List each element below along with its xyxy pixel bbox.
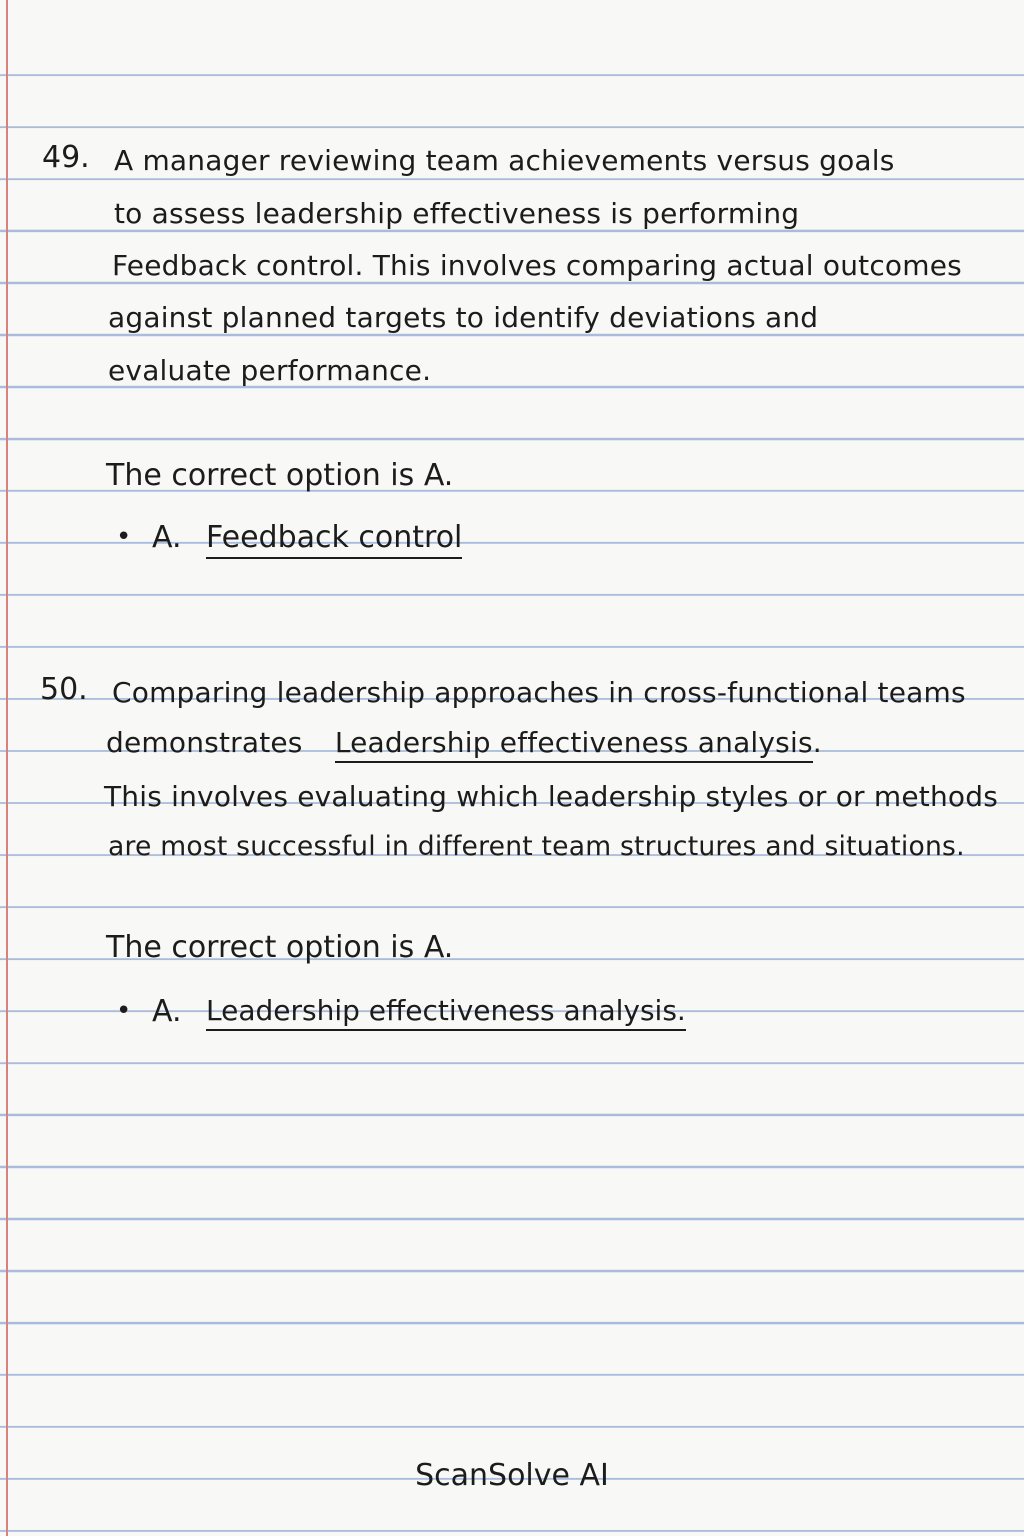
question-line: Feedback control. This involves comparing actual outcomes — [112, 249, 962, 282]
question-number: 50. — [40, 672, 88, 707]
question-number: 49. — [42, 140, 90, 175]
answer-option: Feedback control — [206, 520, 462, 559]
bullet-icon: • — [116, 522, 132, 552]
line-prefix: demonstrates — [106, 726, 303, 759]
answer-option: Leadership effectiveness analysis. — [206, 994, 686, 1031]
question-line — [106, 726, 822, 759]
footer-brand: ScanSolve AI — [415, 1458, 609, 1493]
margin-line — [6, 0, 8, 1536]
question-line: This involves evaluating which leadership styles or or methods — [104, 780, 998, 813]
question-line: Comparing leadership approaches in cross-functional teams — [112, 676, 966, 709]
question-line: to assess leadership effectiveness is performing — [114, 197, 800, 230]
question-line: A manager reviewing team achievements versus goals — [114, 144, 895, 177]
option-letter: A. — [152, 520, 182, 555]
question-line: are most successful in different team structures and situations. — [108, 831, 965, 862]
line-suffix: . — [812, 726, 822, 759]
answer-sentence: The correct option is A. — [106, 458, 454, 493]
question-line: evaluate performance. — [108, 354, 432, 387]
answer-sentence: The correct option is A. — [106, 930, 454, 965]
bullet-icon: • — [116, 996, 132, 1026]
underlined-term: Leadership effectiveness analysis — [335, 726, 813, 763]
option-letter: A. — [152, 994, 182, 1029]
question-line: against planned targets to identify deviations and — [108, 301, 819, 334]
